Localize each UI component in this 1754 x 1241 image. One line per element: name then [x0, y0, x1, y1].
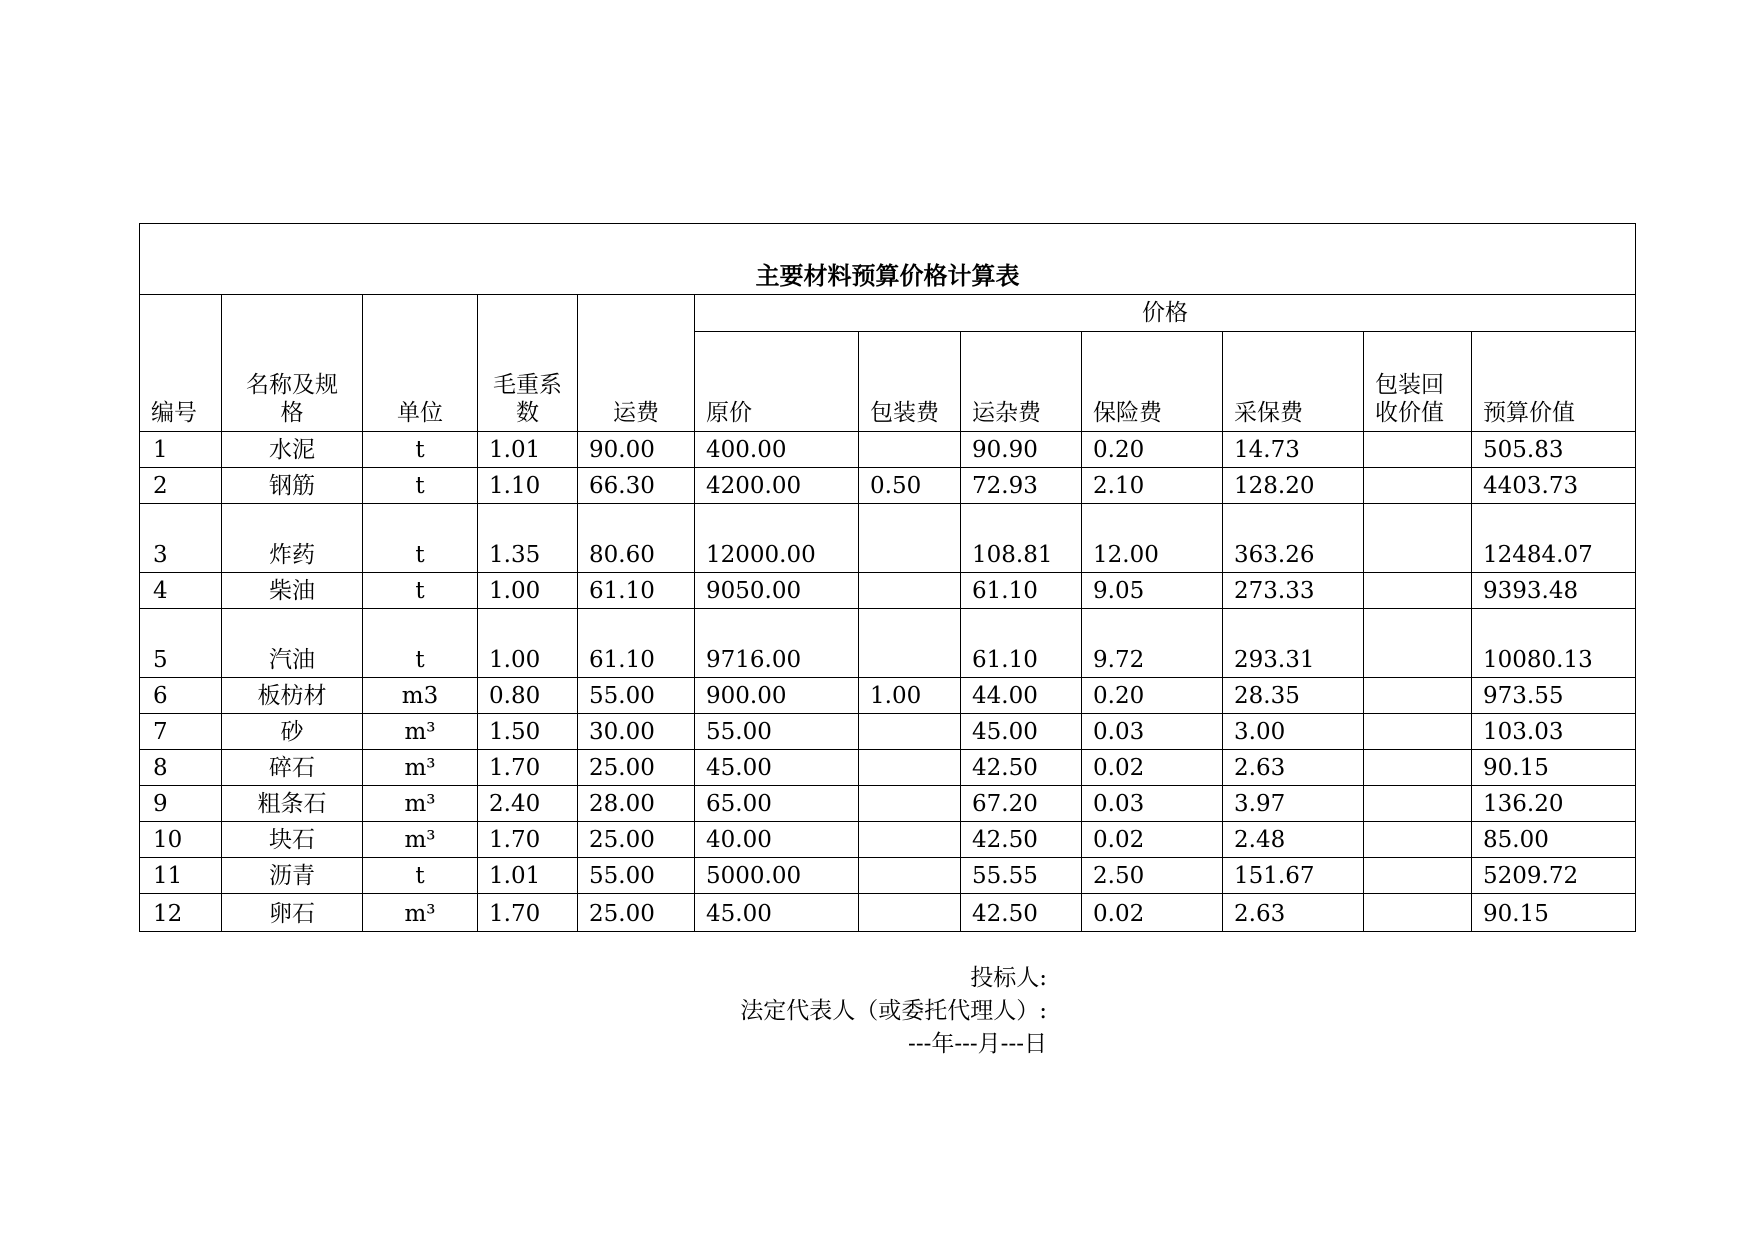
cell-budget-price: 90.15: [1472, 894, 1636, 932]
header-name-label: 名称及规格: [246, 371, 338, 427]
cell-procurement-storage-fee: 2.63: [1223, 750, 1364, 786]
header-unit: 单位: [363, 295, 478, 432]
cell-packing-fee: [859, 714, 961, 750]
table-title: 主要材料预算价格计算表: [140, 224, 1636, 295]
cell-name: 粗条石: [222, 786, 363, 822]
header-packing-fee: 包装费: [859, 332, 961, 432]
cell-unit: m3: [363, 678, 478, 714]
cell-name: 砂: [222, 714, 363, 750]
cell-packaging-recovery-value: [1364, 786, 1472, 822]
cell-insurance-fee: 0.02: [1082, 750, 1223, 786]
cell-packing-fee: 1.00: [859, 678, 961, 714]
cell-transport-misc-fee: 61.10: [961, 609, 1082, 678]
cell-original-price: 55.00: [695, 714, 859, 750]
cell-gross-coefficient: 1.10: [478, 468, 578, 504]
cell-budget-price: 90.15: [1472, 750, 1636, 786]
cell-freight: 55.00: [578, 858, 695, 894]
cell-budget-price: 505.83: [1472, 432, 1636, 468]
cell-name: 碎石: [222, 750, 363, 786]
cell-original-price: 9716.00: [695, 609, 859, 678]
cell-original-price: 40.00: [695, 822, 859, 858]
cell-name: 水泥: [222, 432, 363, 468]
cell-transport-misc-fee: 67.20: [961, 786, 1082, 822]
cell-insurance-fee: 2.10: [1082, 468, 1223, 504]
cell-packaging-recovery-value: [1364, 822, 1472, 858]
legal-representative-label: 法定代表人（或委托代理人）:: [740, 998, 1047, 1024]
table-row: [140, 468, 1636, 504]
cell-transport-misc-fee: 55.55: [961, 858, 1082, 894]
cell-freight: 28.00: [578, 786, 695, 822]
table-row: [140, 750, 1636, 786]
cell-name: 柴油: [222, 573, 363, 609]
cell-freight: 25.00: [578, 822, 695, 858]
cell-procurement-storage-fee: 273.33: [1223, 573, 1364, 609]
cell-transport-misc-fee: 61.10: [961, 573, 1082, 609]
cell-procurement-storage-fee: 2.63: [1223, 894, 1364, 932]
cell-no: 9: [140, 786, 222, 822]
cell-gross-coefficient: 1.35: [478, 504, 578, 573]
cell-procurement-storage-fee: 28.35: [1223, 678, 1364, 714]
cell-freight: 30.00: [578, 714, 695, 750]
cell-packaging-recovery-value: [1364, 432, 1472, 468]
cell-name: 汽油: [222, 609, 363, 678]
table-row: [140, 504, 1636, 573]
cell-original-price: 9050.00: [695, 573, 859, 609]
cell-freight: 66.30: [578, 468, 695, 504]
cell-gross-coefficient: 0.80: [478, 678, 578, 714]
table-row: [140, 432, 1636, 468]
cell-no: 5: [140, 609, 222, 678]
cell-insurance-fee: 0.20: [1082, 678, 1223, 714]
header-no: 编号: [140, 295, 222, 432]
cell-no: 12: [140, 894, 222, 932]
cell-packing-fee: [859, 822, 961, 858]
cell-unit: t: [363, 609, 478, 678]
cell-no: 6: [140, 678, 222, 714]
cell-original-price: 4200.00: [695, 468, 859, 504]
cell-budget-price: 5209.72: [1472, 858, 1636, 894]
cell-packing-fee: [859, 786, 961, 822]
cell-packaging-recovery-value: [1364, 678, 1472, 714]
bidder-label: 投标人:: [970, 965, 1047, 991]
cell-packing-fee: [859, 858, 961, 894]
header-transport-misc-fee: 运杂费: [961, 332, 1082, 432]
cell-packaging-recovery-value: [1364, 858, 1472, 894]
cell-packaging-recovery-value: [1364, 504, 1472, 573]
cell-insurance-fee: 0.20: [1082, 432, 1223, 468]
cell-original-price: 45.00: [695, 894, 859, 932]
cell-original-price: 5000.00: [695, 858, 859, 894]
material-budget-price-table: [139, 223, 1636, 932]
table-row: [140, 678, 1636, 714]
cell-gross-coefficient: 1.00: [478, 573, 578, 609]
cell-procurement-storage-fee: 128.20: [1223, 468, 1364, 504]
cell-unit: m³: [363, 894, 478, 932]
cell-budget-price: 85.00: [1472, 822, 1636, 858]
cell-packing-fee: [859, 432, 961, 468]
cell-insurance-fee: 0.02: [1082, 822, 1223, 858]
cell-no: 1: [140, 432, 222, 468]
cell-transport-misc-fee: 42.50: [961, 750, 1082, 786]
cell-packing-fee: [859, 750, 961, 786]
cell-insurance-fee: 9.05: [1082, 573, 1223, 609]
cell-insurance-fee: 0.03: [1082, 714, 1223, 750]
cell-budget-price: 973.55: [1472, 678, 1636, 714]
header-budget-price: 预算价值: [1472, 332, 1636, 432]
cell-gross-coefficient: 1.01: [478, 432, 578, 468]
cell-gross-coefficient: 1.70: [478, 894, 578, 932]
cell-procurement-storage-fee: 3.00: [1223, 714, 1364, 750]
cell-no: 8: [140, 750, 222, 786]
cell-budget-price: 10080.13: [1472, 609, 1636, 678]
cell-insurance-fee: 9.72: [1082, 609, 1223, 678]
cell-gross-coefficient: 2.40: [478, 786, 578, 822]
cell-no: 3: [140, 504, 222, 573]
header-original-price: 原价: [695, 332, 859, 432]
table-row: [140, 573, 1636, 609]
cell-packing-fee: [859, 609, 961, 678]
cell-unit: t: [363, 504, 478, 573]
cell-name: 卵石: [222, 894, 363, 932]
cell-unit: m³: [363, 786, 478, 822]
title-row: [140, 224, 1636, 295]
cell-name: 板枋材: [222, 678, 363, 714]
cell-freight: 55.00: [578, 678, 695, 714]
cell-no: 4: [140, 573, 222, 609]
cell-budget-price: 4403.73: [1472, 468, 1636, 504]
cell-transport-misc-fee: 44.00: [961, 678, 1082, 714]
header-insurance-fee: 保险费: [1082, 332, 1223, 432]
cell-procurement-storage-fee: 3.97: [1223, 786, 1364, 822]
cell-budget-price: 9393.48: [1472, 573, 1636, 609]
header-price-group: 价格: [695, 295, 1636, 332]
cell-original-price: 12000.00: [695, 504, 859, 573]
cell-packing-fee: [859, 894, 961, 932]
cell-no: 2: [140, 468, 222, 504]
cell-unit: t: [363, 432, 478, 468]
cell-original-price: 400.00: [695, 432, 859, 468]
cell-packaging-recovery-value: [1364, 714, 1472, 750]
header-packaging-recovery-value-label: 包装回收价值: [1375, 371, 1444, 427]
cell-packing-fee: [859, 573, 961, 609]
header-packaging-recovery-value: [1364, 332, 1472, 432]
header-row-group: [140, 295, 1636, 332]
cell-procurement-storage-fee: 363.26: [1223, 504, 1364, 573]
table-row: [140, 858, 1636, 894]
cell-no: 11: [140, 858, 222, 894]
cell-unit: m³: [363, 714, 478, 750]
cell-original-price: 900.00: [695, 678, 859, 714]
cell-unit: t: [363, 858, 478, 894]
cell-freight: 61.10: [578, 573, 695, 609]
cell-gross-coefficient: 1.00: [478, 609, 578, 678]
cell-name: 沥青: [222, 858, 363, 894]
cell-freight: 25.00: [578, 894, 695, 932]
cell-packaging-recovery-value: [1364, 573, 1472, 609]
cell-packaging-recovery-value: [1364, 750, 1472, 786]
cell-unit: t: [363, 573, 478, 609]
header-freight: 运费: [578, 295, 695, 432]
cell-insurance-fee: 12.00: [1082, 504, 1223, 573]
cell-transport-misc-fee: 90.90: [961, 432, 1082, 468]
cell-transport-misc-fee: 45.00: [961, 714, 1082, 750]
cell-insurance-fee: 0.02: [1082, 894, 1223, 932]
header-name: [222, 295, 363, 432]
cell-gross-coefficient: 1.01: [478, 858, 578, 894]
cell-unit: m³: [363, 822, 478, 858]
cell-transport-misc-fee: 42.50: [961, 894, 1082, 932]
cell-transport-misc-fee: 108.81: [961, 504, 1082, 573]
cell-packaging-recovery-value: [1364, 468, 1472, 504]
cell-packing-fee: 0.50: [859, 468, 961, 504]
table-row: [140, 714, 1636, 750]
cell-procurement-storage-fee: 14.73: [1223, 432, 1364, 468]
table-row: [140, 822, 1636, 858]
cell-budget-price: 12484.07: [1472, 504, 1636, 573]
cell-packing-fee: [859, 504, 961, 573]
cell-no: 10: [140, 822, 222, 858]
cell-transport-misc-fee: 42.50: [961, 822, 1082, 858]
cell-packaging-recovery-value: [1364, 609, 1472, 678]
cell-freight: 90.00: [578, 432, 695, 468]
table-row: [140, 786, 1636, 822]
cell-transport-misc-fee: 72.93: [961, 468, 1082, 504]
cell-insurance-fee: 0.03: [1082, 786, 1223, 822]
header-gross-coefficient-label: 毛重系数: [493, 371, 562, 427]
cell-freight: 61.10: [578, 609, 695, 678]
cell-budget-price: 136.20: [1472, 786, 1636, 822]
cell-procurement-storage-fee: 293.31: [1223, 609, 1364, 678]
cell-no: 7: [140, 714, 222, 750]
cell-name: 块石: [222, 822, 363, 858]
cell-procurement-storage-fee: 2.48: [1223, 822, 1364, 858]
cell-procurement-storage-fee: 151.67: [1223, 858, 1364, 894]
cell-name: 炸药: [222, 504, 363, 573]
cell-insurance-fee: 2.50: [1082, 858, 1223, 894]
cell-budget-price: 103.03: [1472, 714, 1636, 750]
cell-unit: m³: [363, 750, 478, 786]
header-gross-coefficient: [478, 295, 578, 432]
date-label: ---年---月---日: [908, 1031, 1047, 1057]
header-procurement-storage-fee: 采保费: [1223, 332, 1364, 432]
table-row: [140, 609, 1636, 678]
signature-footer: [740, 962, 1047, 1061]
cell-gross-coefficient: 1.70: [478, 750, 578, 786]
table-row: [140, 894, 1636, 932]
cell-gross-coefficient: 1.50: [478, 714, 578, 750]
cell-original-price: 65.00: [695, 786, 859, 822]
cell-freight: 80.60: [578, 504, 695, 573]
cell-gross-coefficient: 1.70: [478, 822, 578, 858]
cell-packaging-recovery-value: [1364, 894, 1472, 932]
cell-original-price: 45.00: [695, 750, 859, 786]
cell-unit: t: [363, 468, 478, 504]
cell-name: 钢筋: [222, 468, 363, 504]
cell-freight: 25.00: [578, 750, 695, 786]
